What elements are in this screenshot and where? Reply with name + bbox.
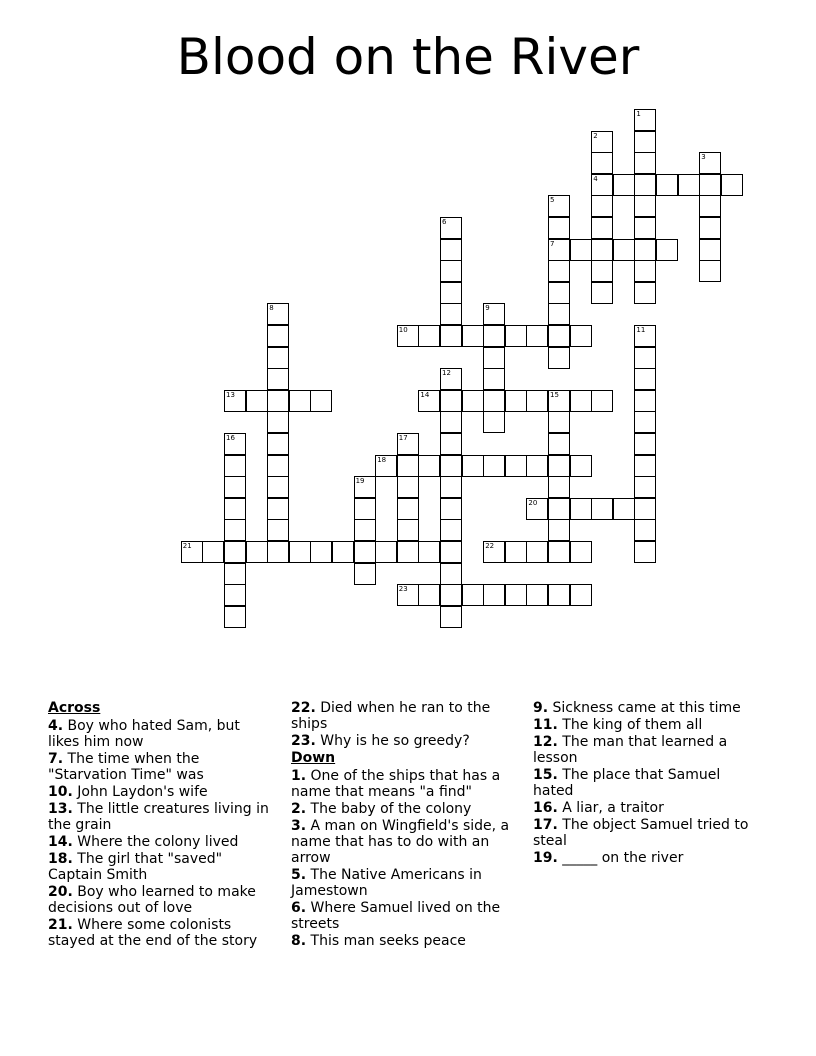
grid-cell[interactable]	[397, 498, 419, 520]
grid-cell[interactable]	[548, 239, 570, 261]
grid-cell[interactable]	[548, 498, 570, 520]
grid-cell[interactable]	[418, 455, 440, 477]
grid-cell[interactable]	[613, 498, 635, 520]
down-heading: Down	[291, 750, 336, 766]
cell-number: 3	[701, 153, 706, 162]
cell-number: 19	[355, 477, 365, 486]
grid-cell[interactable]	[591, 260, 613, 282]
grid-cell[interactable]	[526, 541, 548, 563]
grid-cell[interactable]	[440, 411, 462, 433]
grid-cell[interactable]	[440, 282, 462, 304]
grid-cell[interactable]	[267, 325, 289, 347]
grid-cell[interactable]	[397, 455, 419, 477]
grid-cell[interactable]	[440, 303, 462, 325]
grid-cell[interactable]	[505, 455, 527, 477]
grid-cell[interactable]	[634, 390, 656, 412]
cell-number: 8	[269, 304, 274, 313]
grid-cell[interactable]	[548, 390, 570, 412]
cell-number: 11	[636, 326, 646, 334]
clue-number: 14.	[48, 834, 73, 850]
cell-number: 12	[442, 369, 451, 378]
clue-item	[533, 734, 763, 766]
clue-text: The Native Americans in Jamestown	[291, 867, 482, 899]
grid-cell[interactable]	[634, 195, 656, 217]
grid-cell[interactable]	[699, 217, 721, 239]
grid-cell[interactable]	[462, 455, 484, 477]
grid-cell[interactable]	[397, 325, 419, 347]
cell-number: 15	[550, 390, 559, 399]
grid-cell[interactable]	[246, 390, 268, 412]
grid-cell[interactable]	[591, 131, 613, 153]
grid-cell[interactable]	[483, 368, 505, 390]
grid-cell[interactable]	[440, 563, 462, 585]
grid-cell[interactable]	[634, 282, 656, 304]
grid-cell[interactable]	[548, 584, 570, 606]
clue-item	[48, 917, 270, 949]
clue-number: 21.	[48, 917, 73, 933]
grid-cell[interactable]	[440, 390, 462, 412]
grid-cell[interactable]	[634, 174, 656, 196]
clue-text: The object Samuel tried to steal	[533, 817, 749, 849]
clue-text: Where Samuel lived on the streets	[291, 900, 501, 932]
clue-item	[291, 867, 513, 899]
clue-item	[533, 717, 763, 733]
clue-item	[533, 700, 763, 716]
grid-cell[interactable]	[375, 455, 397, 477]
clue-text: Boy who learned to make decisions out of love	[48, 884, 256, 916]
grid-cell[interactable]	[656, 174, 678, 196]
grid-cell[interactable]	[634, 217, 656, 239]
clue-item	[48, 751, 270, 783]
clue-text: Where the colony lived	[72, 834, 239, 850]
grid-cell[interactable]	[267, 368, 289, 390]
grid-cell[interactable]	[354, 519, 376, 541]
grid-cell[interactable]	[526, 584, 548, 606]
grid-cell[interactable]	[267, 541, 289, 563]
clue-number: 11.	[533, 717, 558, 733]
grid-cell[interactable]	[570, 541, 592, 563]
grid-cell[interactable]	[634, 519, 656, 541]
grid-cell[interactable]	[310, 390, 332, 412]
grid-cell[interactable]	[224, 390, 246, 412]
grid-cell[interactable]	[397, 476, 419, 498]
grid-cell[interactable]	[181, 541, 203, 563]
grid-cell[interactable]	[440, 260, 462, 282]
grid-cell[interactable]	[548, 476, 570, 498]
grid-cell[interactable]	[591, 239, 613, 261]
clue-text: A liar, a traitor	[557, 800, 664, 816]
grid-cell[interactable]	[548, 519, 570, 541]
clue-number: 5.	[291, 867, 307, 883]
grid-cell[interactable]	[440, 476, 462, 498]
clue-text: Where some colonists stayed at the end of the story	[48, 917, 258, 949]
grid-cell[interactable]	[721, 174, 743, 196]
clue-text: The place that Samuel hated	[533, 767, 721, 799]
grid-cell[interactable]	[289, 541, 311, 563]
grid-cell[interactable]	[526, 498, 548, 520]
grid-cell[interactable]	[397, 519, 419, 541]
grid-cell[interactable]	[267, 303, 289, 325]
grid-cell[interactable]	[267, 519, 289, 541]
clue-text: The king of them all	[557, 717, 703, 733]
grid-cell[interactable]	[224, 519, 246, 541]
clue-number: 12.	[533, 734, 558, 750]
grid-cell[interactable]	[483, 325, 505, 347]
grid-cell[interactable]	[591, 152, 613, 174]
grid-cell[interactable]	[634, 498, 656, 520]
cell-number: 21	[182, 542, 192, 550]
grid-cell[interactable]	[548, 217, 570, 239]
clue-item	[533, 850, 763, 866]
grid-cell[interactable]	[224, 541, 246, 563]
grid-cell[interactable]	[267, 498, 289, 520]
grid-cell[interactable]	[699, 152, 721, 174]
grid-cell[interactable]	[440, 606, 462, 628]
clue-text: Sickness came at this time	[548, 700, 741, 716]
clue-item	[48, 884, 270, 916]
grid-cell[interactable]	[483, 584, 505, 606]
grid-cell[interactable]	[440, 584, 462, 606]
grid-cell[interactable]	[634, 260, 656, 282]
grid-cell[interactable]	[267, 411, 289, 433]
clue-number: 15.	[533, 767, 558, 783]
cell-number: 20	[528, 498, 538, 507]
grid-cell[interactable]	[591, 195, 613, 217]
clue-text: Boy who hated Sam, but likes him now	[48, 718, 240, 750]
clue-text: The little creatures living in the grain	[48, 801, 269, 833]
clue-item	[533, 767, 763, 799]
clue-item	[48, 784, 270, 800]
grid-cell[interactable]	[634, 368, 656, 390]
grid-cell[interactable]	[332, 541, 354, 563]
clue-item	[48, 718, 270, 750]
clue-number: 7.	[48, 751, 64, 767]
clue-number: 13.	[48, 801, 73, 817]
grid-cell[interactable]	[591, 174, 613, 196]
grid-cell[interactable]	[354, 476, 376, 498]
cell-number: 16	[226, 434, 235, 442]
grid-cell[interactable]	[397, 584, 419, 606]
grid-cell[interactable]	[289, 390, 311, 412]
grid-cell[interactable]	[634, 152, 656, 174]
grid-cell[interactable]	[699, 239, 721, 261]
grid-cell[interactable]	[699, 260, 721, 282]
clue-text: Why is he so greedy?	[315, 733, 470, 749]
grid-cell[interactable]	[699, 195, 721, 217]
clue-number: 3.	[291, 818, 307, 834]
grid-cell[interactable]	[440, 498, 462, 520]
clue-item	[291, 768, 513, 800]
grid-cell[interactable]	[224, 455, 246, 477]
grid-cell[interactable]	[548, 433, 570, 455]
grid-cell[interactable]	[699, 174, 721, 196]
clue-text: _____ on the river	[557, 850, 684, 866]
clue-item	[48, 851, 270, 883]
grid-cell[interactable]	[202, 541, 224, 563]
grid-cell[interactable]	[634, 109, 656, 131]
grid-cell[interactable]	[267, 433, 289, 455]
grid-cell[interactable]	[354, 563, 376, 585]
cell-number: 14	[420, 390, 430, 399]
grid-cell[interactable]	[634, 476, 656, 498]
cell-number: 7	[550, 239, 555, 248]
grid-cell[interactable]	[354, 541, 376, 563]
grid-cell[interactable]	[634, 239, 656, 261]
clue-text: The man that learned a lesson	[533, 734, 728, 766]
grid-cell[interactable]	[548, 411, 570, 433]
clue-number: 17.	[533, 817, 558, 833]
cell-number: 5	[550, 196, 555, 205]
grid-cell[interactable]	[440, 325, 462, 347]
grid-cell[interactable]	[634, 455, 656, 477]
grid-cell[interactable]	[570, 498, 592, 520]
grid-cell[interactable]	[505, 325, 527, 347]
grid-cell[interactable]	[462, 325, 484, 347]
grid-cell[interactable]	[548, 347, 570, 369]
grid-cell[interactable]	[526, 455, 548, 477]
grid-cell[interactable]	[634, 411, 656, 433]
grid-cell[interactable]	[397, 433, 419, 455]
grid-cell[interactable]	[570, 325, 592, 347]
clue-text: John Laydon's wife	[72, 784, 208, 800]
grid-cell[interactable]	[548, 541, 570, 563]
grid-cell[interactable]	[548, 282, 570, 304]
grid-cell[interactable]	[224, 563, 246, 585]
grid-cell[interactable]	[418, 390, 440, 412]
grid-cell[interactable]	[224, 476, 246, 498]
grid-cell[interactable]	[570, 239, 592, 261]
cell-number: 22	[485, 542, 495, 550]
clue-number: 6.	[291, 900, 307, 916]
grid-cell[interactable]	[483, 303, 505, 325]
clue-text: One of the ships that has a name that means "a find"	[291, 768, 501, 800]
clue-number: 4.	[48, 718, 64, 734]
grid-cell[interactable]	[224, 498, 246, 520]
clue-text: A man on Wingfield's side, a name that has to do with an arrow	[291, 818, 510, 866]
clue-text: This man seeks peace	[306, 933, 466, 949]
grid-cell[interactable]	[462, 390, 484, 412]
clue-number: 10.	[48, 784, 73, 800]
clue-number: 20.	[48, 884, 73, 900]
grid-cell[interactable]	[224, 606, 246, 628]
clue-number: 19.	[533, 850, 558, 866]
grid-cell[interactable]	[548, 303, 570, 325]
clue-item	[48, 801, 270, 833]
grid-cell[interactable]	[505, 584, 527, 606]
clue-text: The girl that "saved" Captain Smith	[48, 851, 223, 883]
grid-cell[interactable]	[570, 455, 592, 477]
cell-number: 2	[593, 131, 598, 140]
clue-item	[48, 834, 270, 850]
across-heading: Across	[48, 700, 101, 716]
grid-cell[interactable]	[483, 455, 505, 477]
grid-cell[interactable]	[634, 131, 656, 153]
clue-item	[291, 818, 513, 866]
clue-number: 23.	[291, 733, 316, 749]
grid-cell[interactable]	[591, 390, 613, 412]
clue-item	[533, 800, 763, 816]
cell-number: 6	[442, 218, 447, 226]
clue-column-1	[48, 700, 270, 950]
grid-cell[interactable]	[440, 519, 462, 541]
cell-number: 9	[485, 304, 490, 313]
cell-number: 10	[398, 326, 408, 334]
grid-cell[interactable]	[224, 584, 246, 606]
grid-cell[interactable]	[462, 584, 484, 606]
grid-cell[interactable]	[267, 390, 289, 412]
grid-cell[interactable]	[548, 260, 570, 282]
grid-cell[interactable]	[440, 433, 462, 455]
grid-cell[interactable]	[483, 411, 505, 433]
grid-cell[interactable]	[483, 347, 505, 369]
grid-cell[interactable]	[375, 541, 397, 563]
clue-item	[291, 801, 513, 817]
grid-cell[interactable]	[678, 174, 700, 196]
grid-cell[interactable]	[310, 541, 332, 563]
grid-cell[interactable]	[246, 541, 268, 563]
grid-cell[interactable]	[440, 455, 462, 477]
grid-cell[interactable]	[354, 498, 376, 520]
grid-cell[interactable]	[548, 325, 570, 347]
cell-number: 17	[398, 434, 408, 442]
grid-cell[interactable]	[526, 325, 548, 347]
cell-number: 23	[398, 585, 408, 594]
cell-number: 1	[636, 110, 641, 118]
grid-cell[interactable]	[634, 347, 656, 369]
clue-item	[291, 900, 513, 932]
grid-cell[interactable]	[440, 368, 462, 390]
grid-cell[interactable]	[440, 217, 462, 239]
clue-number: 1.	[291, 768, 307, 784]
clue-item	[291, 933, 513, 949]
grid-cell[interactable]	[613, 239, 635, 261]
grid-cell[interactable]	[548, 195, 570, 217]
grid-cell[interactable]	[591, 498, 613, 520]
grid-cell[interactable]	[591, 282, 613, 304]
grid-cell[interactable]	[634, 433, 656, 455]
clue-number: 2.	[291, 801, 307, 817]
grid-cell[interactable]	[548, 455, 570, 477]
grid-cell[interactable]	[267, 347, 289, 369]
clue-column-3	[533, 700, 763, 867]
grid-cell[interactable]	[440, 239, 462, 261]
grid-cell[interactable]	[267, 476, 289, 498]
clue-item	[291, 733, 513, 749]
grid-cell[interactable]	[526, 390, 548, 412]
grid-cell[interactable]	[397, 541, 419, 563]
clue-item	[533, 817, 763, 849]
grid-cell[interactable]	[634, 541, 656, 563]
grid-cell[interactable]	[570, 390, 592, 412]
clue-item	[291, 700, 513, 732]
clue-number: 8.	[291, 933, 307, 949]
cell-number: 18	[377, 455, 387, 464]
page-title: Blood on the River	[176, 28, 640, 86]
clue-text: Died when he ran to the ships	[291, 700, 491, 732]
clue-number: 16.	[533, 800, 558, 816]
grid-cell[interactable]	[224, 433, 246, 455]
clue-column-2	[291, 700, 513, 950]
clue-number: 9.	[533, 700, 549, 716]
grid-cell[interactable]	[591, 217, 613, 239]
grid-cell[interactable]	[656, 239, 678, 261]
clue-number: 22.	[291, 700, 316, 716]
grid-cell[interactable]	[505, 541, 527, 563]
grid-cell[interactable]	[483, 541, 505, 563]
grid-cell[interactable]	[570, 584, 592, 606]
cell-number: 4	[593, 174, 598, 183]
grid-cell[interactable]	[483, 390, 505, 412]
grid-cell[interactable]	[418, 584, 440, 606]
clue-number: 18.	[48, 851, 73, 867]
grid-cell[interactable]	[267, 455, 289, 477]
grid-cell[interactable]	[418, 325, 440, 347]
clue-text: The time when the "Starvation Time" was	[48, 751, 204, 783]
grid-cell[interactable]	[505, 390, 527, 412]
grid-cell[interactable]	[634, 325, 656, 347]
cell-number: 13	[226, 390, 235, 399]
grid-cell[interactable]	[440, 541, 462, 563]
clue-text: The baby of the colony	[306, 801, 472, 817]
grid-cell[interactable]	[418, 541, 440, 563]
grid-cell[interactable]	[613, 174, 635, 196]
